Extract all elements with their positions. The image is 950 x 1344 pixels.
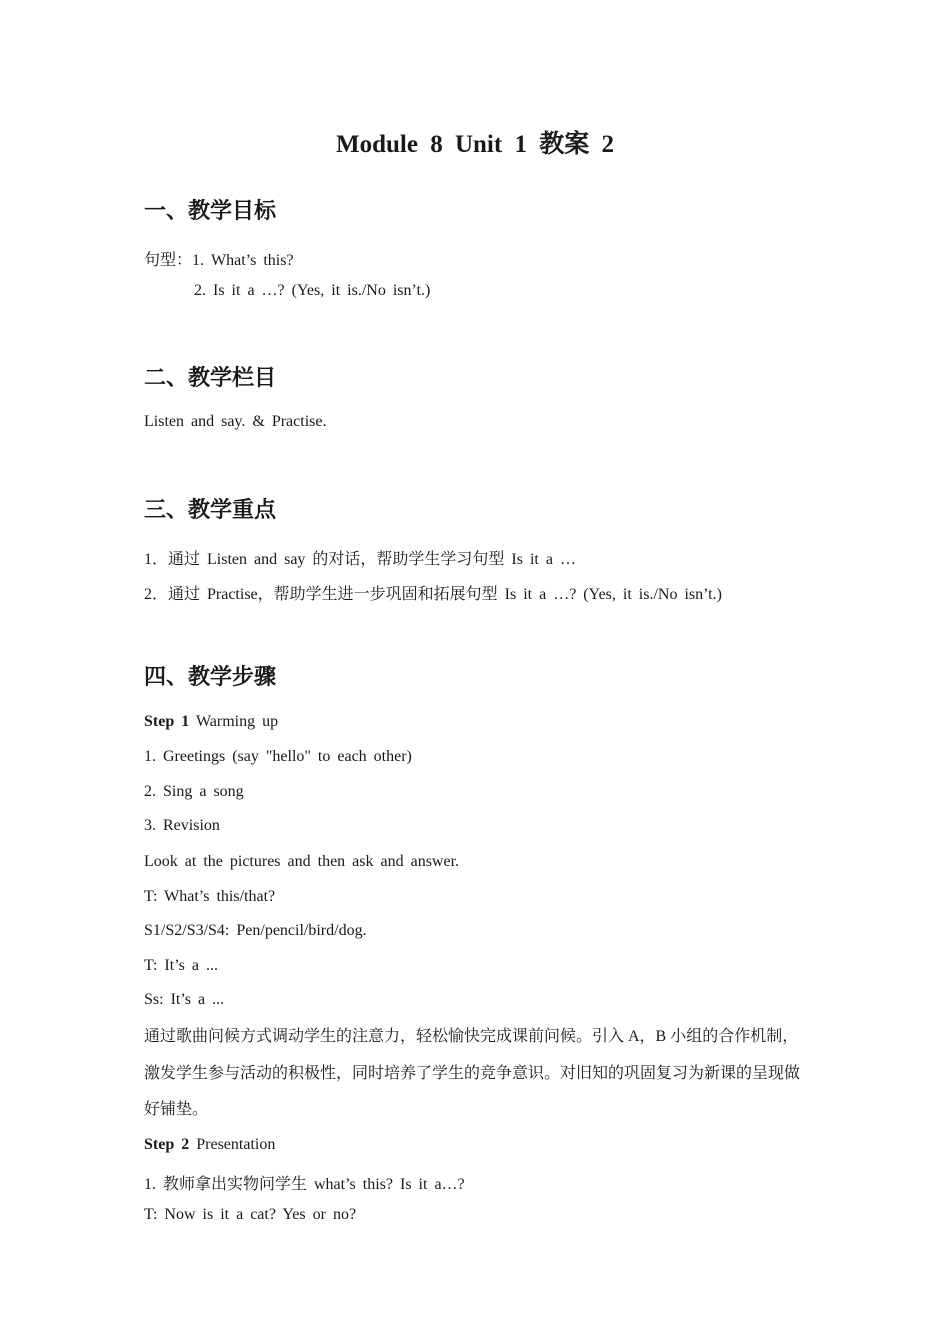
step-1-explanation: 通过歌曲问候方式调动学生的注意力，轻松愉快完成课前问候。引入 A，B 小组的合作机制，激发学生参与活动的积极性，同时培养了学生的竞争意识。对旧知的巩固复习为新课的呈现做好铺垫。 [144, 1028, 801, 1118]
section-heading-steps: 四、教学步骤 [144, 665, 277, 690]
step-line: T: It’s a ... [144, 957, 218, 974]
step-line: 1. Greetings (say "hello" to each other) [144, 748, 412, 765]
key-point-1: 1．通过 Listen and say 的对话，帮助学生学习句型 Is it a … [144, 551, 576, 568]
step-2-heading [144, 1136, 275, 1154]
step-1-label: Step 1 [144, 713, 190, 730]
section-heading-columns: 二、教学栏目 [144, 366, 277, 391]
objective-line-1: 句型：1. What’s this? [144, 252, 294, 269]
step-1-title: Warming up [189, 713, 279, 730]
step-line: 2. Sing a song [144, 783, 244, 800]
columns-line-1: Listen and say. & Practise. [144, 413, 327, 430]
step-line: T: Now is it a cat? Yes or no? [144, 1206, 357, 1223]
step-2-title: Presentation [189, 1136, 276, 1153]
step-line: Look at the pictures and then ask and answer. [144, 853, 460, 870]
step-line: Ss: It’s a ... [144, 991, 225, 1008]
key-point-2: 2．通过 Practise，帮助学生进一步巩固和拓展句型 Is it a …? (Yes, it is./No isn’t.) [144, 586, 722, 603]
step-line: T: What’s this/that? [144, 888, 276, 905]
section-heading-key-points: 三、教学重点 [144, 498, 277, 523]
step-line: 1. 教师拿出实物问学生 what’s this? Is it a…? [144, 1176, 465, 1193]
section-heading-objectives: 一、教学目标 [144, 199, 277, 224]
step-2-label: Step 2 [144, 1136, 190, 1153]
step-line: S1/S2/S3/S4: Pen/pencil/bird/dog. [144, 922, 367, 939]
step-line: 3. Revision [144, 817, 220, 834]
step-1-heading [144, 713, 278, 731]
objective-line-2: 2. Is it a …? (Yes, it is./No isn’t.) [194, 282, 431, 299]
page-title: Module 8 Unit 1 教案 2 [336, 131, 614, 158]
